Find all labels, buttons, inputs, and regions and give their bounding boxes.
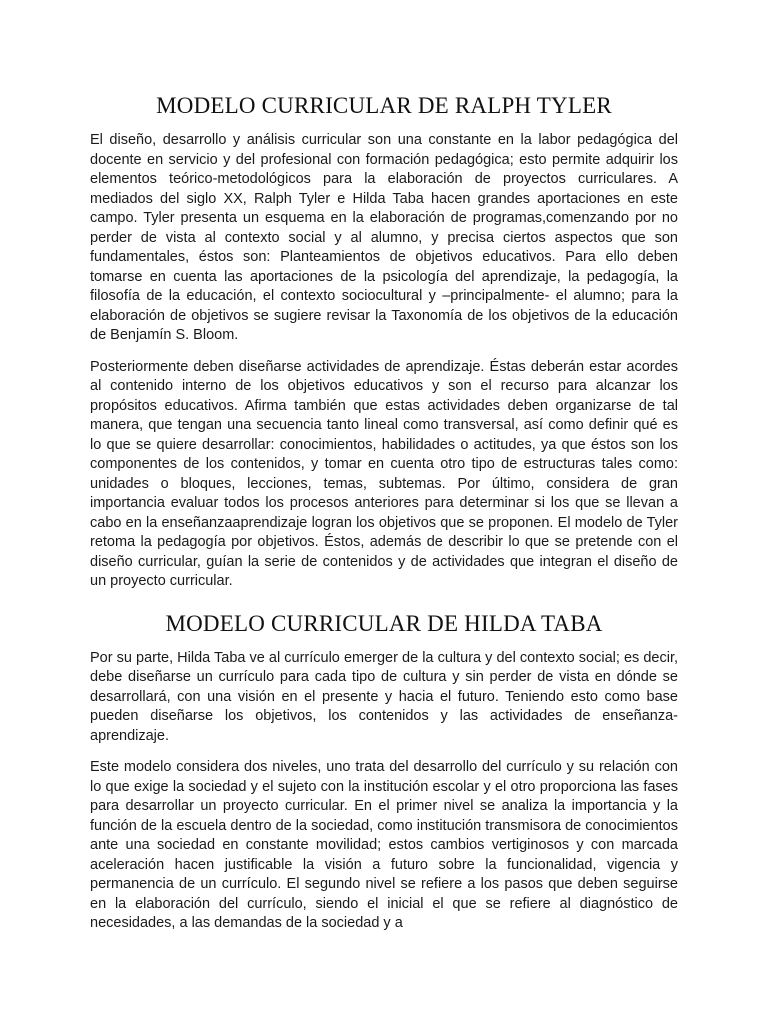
document-body [90,92,678,946]
paragraph-taba-1: Por su parte, Hilda Taba ve al currículo emerger de la cultura y del contexto social; es decir, debe diseñarse un currículo para cada tipo de cultura y sin perder de vista en dónde se desarrollará, con una visión en el presente y hacia el futuro. Teniendo esto como base pueden diseñarse los objetivos, los contenidos y las actividades de enseñanza-aprendizaje. [90,649,678,744]
paragraph-taba-2: Este modelo considera dos niveles, uno trata del desarrollo del currículo y su relación con lo que exige la sociedad y el sujeto con la institución escolar y el otro proporciona las fases para desarrollar un proyecto curricular. En el primer nivel se analiza la importancia y la función de la escuela dentro de la sociedad, como institución transmisora de conocimientos ante una sociedad en constante movilidad; estos cambios vertiginosos y con marcada aceleración hacen justificable la visión a futuro sobre la funcionalidad, vigencia y permanencia de un currículo. El segundo nivel se refiere a los pasos que deben seguirse en la elaboración del currículo, siendo el inicial el que se refiere al diagnóstico de necesidades, a las demandas de la sociedad y a [90,759,678,931]
section-title-tyler: MODELO CURRICULAR DE RALPH TYLER [156,93,612,118]
section-title-taba: MODELO CURRICULAR DE HILDA TABA [165,610,603,636]
paragraph-tyler-2: Posteriormente deben diseñarse actividades de aprendizaje. Éstas deberán estar acordes al contenido interno de los objetivos educativos y son el recurso para alcanzar los propósitos educativos. Afirma también que estas actividades deben organizarse de tal manera, que tengan una secuencia tanto lineal como transversal, así como definir qué es lo que se quiere desarrollar: conocimientos, habilidades o actitudes, ya que éstos son los componentes de los contenidos, y tomar en cuenta otro tipo de estructuras tales como: unidades o bloques, lecciones, temas, subtemas. Por último, considera de gran importancia evaluar todos los procesos anteriores para determinar si los que se llevan a cabo en la enseñanzaaprendizaje logran los objetivos que se proponen. El modelo de Tyler retoma la pedagogía por objetivos. Éstos, además de describir lo que se pretende con el diseño curricular, guían la serie de contenidos y de actividades que integran el diseño de un proyecto curricular. [90,358,678,589]
paragraph-tyler-1: El diseño, desarrollo y análisis curricular son una constante en la labor pedagógica del docente en servicio y del profesional con formación pedagógica; esto permite adquirir los elementos teórico-metodológicos para la elaboración de proyectos curriculares. A mediados del siglo XX, Ralph Tyler e Hilda Taba hacen grandes aportaciones en este campo. Tyler presenta un esquema en la elaboración de programas,comenzando por no perder de vista al contexto social y al alumno, y precisa ciertos aspectos que son fundamentales, éstos son: Planteamientos de objetivos educativos. Para ello deben tomarse en cuenta las aportaciones de la psicología del aprendizaje, la pedagogía, la filosofía de la educación, el contexto sociocultural y –principalmente- el alumno; para la elaboración de objetivos se sugiere revisar la Taxonomía de los objetivos de la educación de Benjamín S. Bloom. [90,132,678,343]
